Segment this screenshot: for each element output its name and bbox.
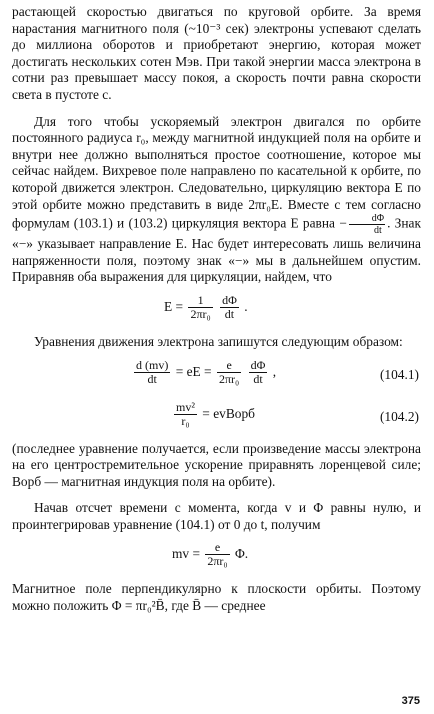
formula-mv-tail: Φ. (234, 546, 249, 562)
formula-104-1 (12, 357, 421, 393)
formula-104-1-fraction-2 (217, 359, 241, 386)
page-number: 375 (401, 695, 420, 708)
formula-104-1-tail: , (272, 363, 277, 379)
fraction-denominator: 2πr₀ (218, 371, 240, 386)
paragraph-4: (последнее уравнение получается, если произведение массы электрона на его центростремительное ускорение приравнять лоренцевой силе; Bорб — магнитная индукция поля на орбите). (12, 440, 421, 489)
formula-104-2-rhs: = evBорб (202, 405, 255, 421)
paragraph-2-text-a: Для того чтобы ускоряемый электрон двигался по орбите постоянного радиуса r₀, между магнитной индукцией поля на орбите и внутри нее должно выполняться простое соотношение, которое мы сейчас найдем. Вихревое поле направлено по касательной к орбите, по которой движется электрон. Следовательно, циркуляцию вектора E по этой орбите можно представить в виде 2πr₀E. Вместе с тем согласно формулам (103.1) и (103.2) циркуляция вектора E равна − (12, 113, 421, 231)
formula-e-fraction-2 (220, 294, 239, 321)
fraction-numerator: mv² (176, 399, 195, 414)
inline-fraction-numerator: dΦ (349, 213, 385, 225)
fraction-denominator: 2πr₀ (190, 306, 211, 321)
fraction-numerator: d (mv) (136, 357, 169, 372)
formula-104-2 (12, 399, 421, 435)
fraction-numerator: 1 (188, 294, 212, 308)
paragraph-2-text-b: . Знак «−» указывает направление E. Нас будет интересовать лишь величина напряженности поля, поэтому знак «−» мы в дальнейшем опустим. Приравняв оба выражения для циркуляции, найдем, что (12, 215, 421, 285)
equation-number-104-1: (104.1) (379, 366, 419, 382)
fraction-denominator: dt (253, 371, 263, 386)
formula-104-2-fraction (174, 401, 197, 428)
formula-mv-lhs: mv = (172, 546, 201, 562)
formula-104-1-fraction-1 (134, 359, 170, 386)
inline-fraction-dphi-dt (349, 213, 385, 236)
fraction-numerator: dΦ (250, 357, 266, 372)
fraction-denominator: 2πr₀ (207, 554, 228, 569)
formula-e-tail: . (244, 299, 248, 315)
fraction-denominator: dt (224, 306, 235, 321)
equation-number-104-2: (104.2) (379, 408, 419, 424)
paragraph-1: растающей скоростью двигаться по круговой орбите. За время нарастания магнитного поля (~10⁻³ сек) электроны успевают сделать до миллиона оборотов и приобретают энергию, которая может достигать нескольких сотен Мэв. При такой энергии масса электрона в сотни раз превышает массу покоя, а скорость почти равна скорости света в пустоте c. (12, 4, 421, 102)
fraction-numerator: e (217, 359, 241, 373)
paragraph-2 (12, 114, 421, 286)
formula-e-field (12, 292, 421, 328)
fraction-numerator: e (205, 541, 229, 555)
fraction-denominator: dt (147, 371, 157, 386)
formula-mv-fraction (205, 541, 229, 568)
inline-fraction-denominator: dt (374, 225, 382, 237)
paragraph-5: Начав отсчет времени с момента, когда v и Φ равны нулю, и проинтегрировав уравнение (104.1) от 0 до t, получим (12, 500, 421, 532)
formula-104-1-fraction-3 (249, 359, 268, 386)
formula-e-lhs: E = (164, 299, 184, 315)
formula-mv (12, 539, 421, 575)
paragraph-3: Уравнения движения электрона запишутся следующим образом: (34, 333, 403, 349)
paragraph-6: Магнитное поле перпендикулярно к плоскости орбиты. Поэтому можно положить Φ = πr₀²B̄, где B̄ — среднее (12, 581, 421, 614)
formula-e-fraction-1 (188, 294, 212, 321)
fraction-numerator: dΦ (222, 292, 237, 307)
fraction-denominator: r₀ (181, 413, 190, 428)
formula-104-1-mid: = eE = (175, 363, 212, 379)
